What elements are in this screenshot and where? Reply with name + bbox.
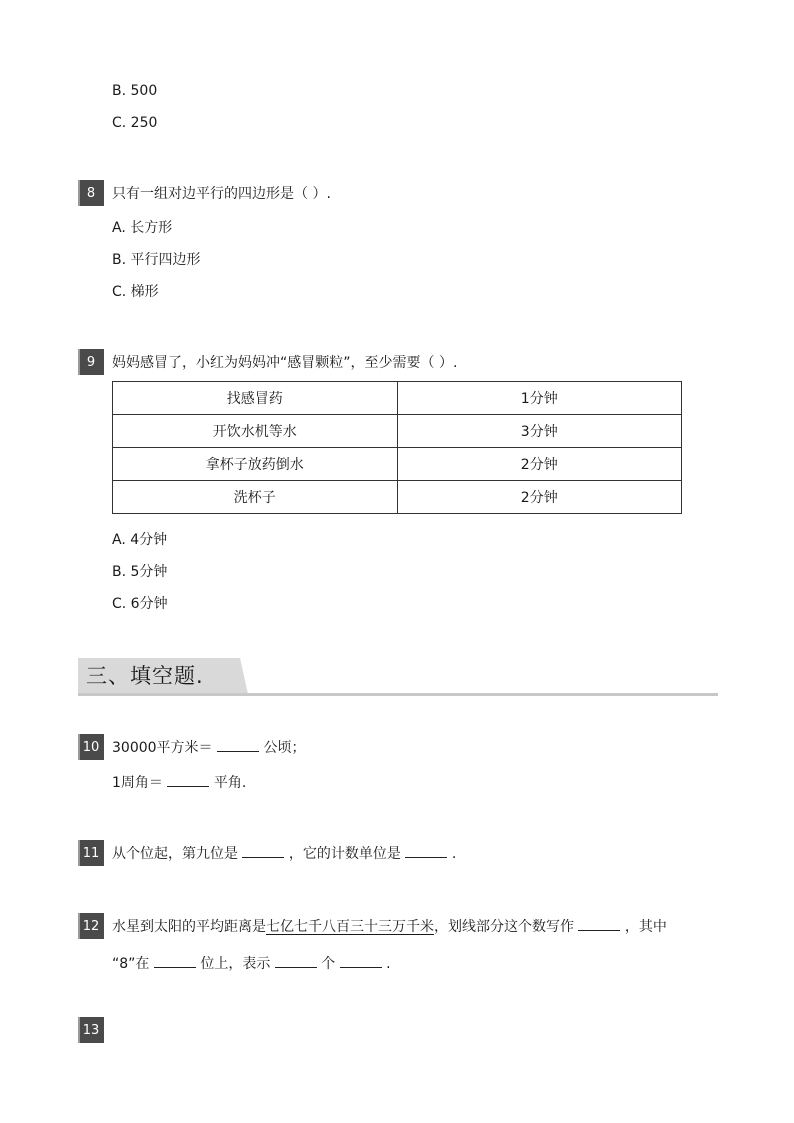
time-cell: 1分钟 [397, 382, 682, 415]
answer-blank[interactable] [217, 738, 259, 752]
question-12-line-2 [112, 953, 391, 973]
text-segment: 公顷； [263, 740, 306, 756]
answer-blank[interactable] [405, 844, 447, 858]
task-cell: 洗杯子 [113, 481, 398, 514]
task-time-table [112, 381, 682, 514]
text-segment: 位上，表示 [200, 956, 271, 972]
question-text: 妈妈感冒了，小红为妈妈冲“感冒颗粒”，至少需要（ ）. [112, 355, 458, 371]
question-10-line-2 [112, 772, 246, 792]
q9-option-c: C. 6分钟 [112, 596, 168, 612]
question-text [112, 916, 667, 936]
time-cell: 3分钟 [397, 415, 682, 448]
question-11 [78, 840, 456, 866]
q8-option-c: C. 梯形 [112, 284, 159, 300]
q7-option-b: B. 500 [112, 83, 158, 99]
question-number-badge: 9 [78, 349, 104, 375]
q8-option-a: A. 长方形 [112, 220, 173, 236]
q8-option-b: B. 平行四边形 [112, 252, 201, 268]
question-8 [78, 180, 331, 206]
table-row [113, 448, 682, 481]
time-cell: 2分钟 [397, 481, 682, 514]
table-row [113, 415, 682, 448]
question-text [112, 737, 305, 757]
text-segment: 个 [321, 956, 336, 972]
text-segment: . [451, 846, 457, 862]
answer-blank[interactable] [167, 773, 209, 787]
question-10 [78, 734, 305, 760]
q7-option-c: C. 250 [112, 115, 158, 131]
text-segment: 30000平方米＝ [112, 740, 213, 756]
text-segment: ，它的计数单位是 [288, 846, 401, 862]
text-segment: 从个位起，第九位是 [112, 846, 238, 862]
answer-blank[interactable] [340, 954, 382, 968]
text-segment: 平角. [213, 775, 247, 791]
question-text [112, 843, 456, 863]
text-segment: 1周角＝ [112, 775, 163, 791]
answer-blank[interactable] [578, 917, 620, 931]
answer-blank[interactable] [275, 954, 317, 968]
question-number-badge: 13 [78, 1017, 104, 1043]
question-number-badge: 10 [78, 734, 104, 760]
question-9 [78, 349, 457, 375]
time-cell: 2分钟 [397, 448, 682, 481]
question-13 [78, 1017, 104, 1043]
q9-option-a: A. 4分钟 [112, 532, 168, 548]
underlined-number: 七亿七千八百三十三万千米 [266, 919, 434, 935]
answer-blank[interactable] [154, 954, 196, 968]
table-row [113, 382, 682, 415]
task-cell: 找感冒药 [113, 382, 398, 415]
table-row [113, 481, 682, 514]
section-title: 三、填空题. [86, 664, 204, 688]
task-cell: 拿杯子放药倒水 [113, 448, 398, 481]
text-segment: ，其中 [624, 919, 667, 935]
question-text: 只有一组对边平行的四边形是（ ）. [112, 186, 331, 202]
text-segment: ，划线部分这个数写作 [434, 919, 574, 935]
text-segment: “8”在 [112, 956, 150, 972]
question-12 [78, 913, 667, 939]
answer-blank[interactable] [242, 844, 284, 858]
text-segment: . [386, 956, 391, 972]
q9-option-b: B. 5分钟 [112, 564, 168, 580]
section-divider [78, 693, 718, 696]
task-cell: 开饮水机等水 [113, 415, 398, 448]
question-number-badge: 12 [78, 913, 104, 939]
question-number-badge: 11 [78, 840, 104, 866]
text-segment: 水星到太阳的平均距离是 [112, 919, 266, 935]
question-number-badge: 8 [78, 180, 104, 206]
